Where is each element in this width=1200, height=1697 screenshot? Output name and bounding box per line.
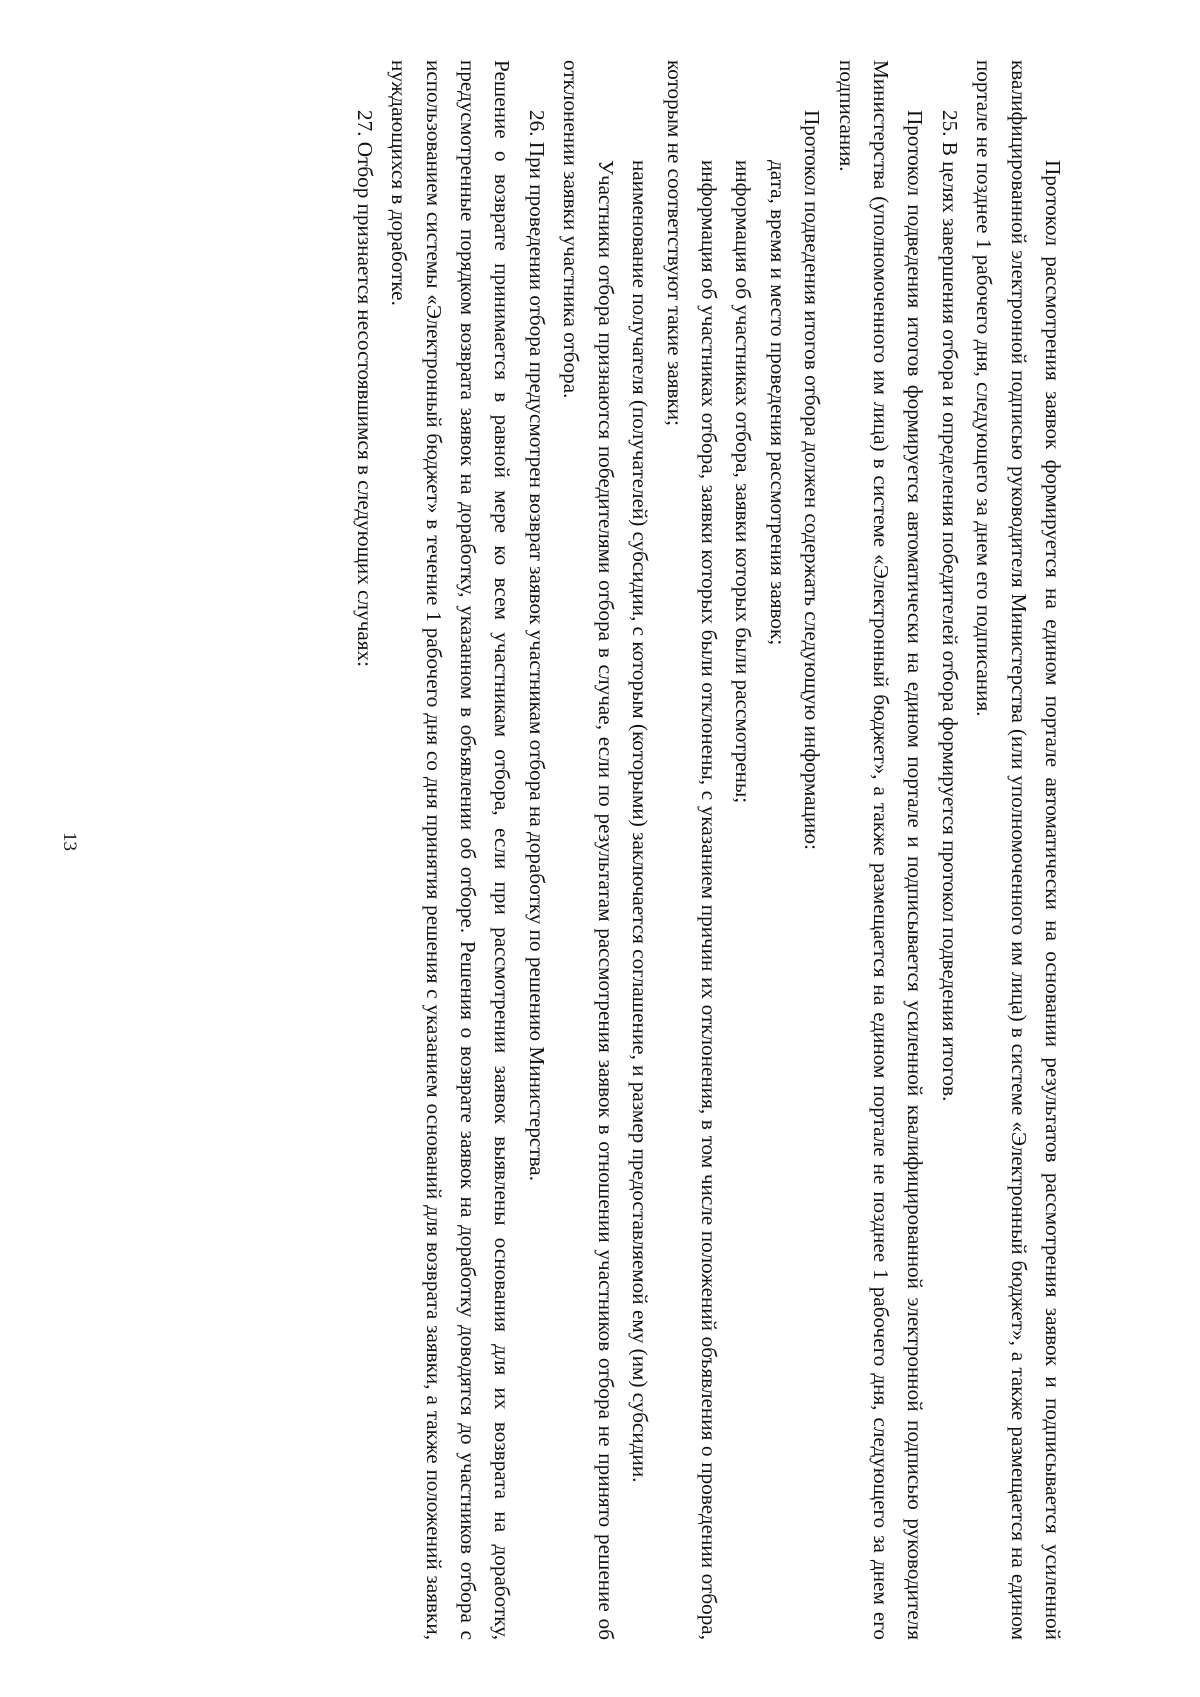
paragraph-protocol-contents: Протокол подведения итогов отбора должен содержать следующую информацию: — [800, 110, 825, 851]
paragraph-26: 26. При проведении отбора предусмотрен возврат заявок участникам отбора на доработку по решению Министерства. — [524, 110, 549, 1182]
paragraph-protocol-review: Протокол рассмотрения заявок формируется на едином портале автоматически на основании результатов рассмотрения заявок и подписывается усиленной квалифицированной электронной подписью руководителя Министерства (или уполномоченного им лица) в системе «Электронный бюджет», а также размещается на едином портале не позднее 1 рабочего дня, следующего за днем его подписания. — [972, 60, 1065, 1640]
list-item-reviewed: информация об участниках отбора, заявки которых были рассмотрены; — [731, 160, 756, 804]
document-body — [347, 60, 1070, 1640]
paragraph-protocol-summary: Протокол подведения итогов формируется автоматически на едином портале и подписывается усиленной квалифицированной электронной подписью руководителя Министерства (уполномоченного им лица) в системе «Электронный бюджет», а также размещается на едином портале не позднее 1 рабочего дня, следующего за днем его подписания. — [834, 60, 928, 1640]
list-item-rejected: информация об участниках отбора, заявки которых были отклонены, с указанием причин их отклонения, в том числе положений объявления о проведении отбора, которым не соответствуют такие заявки; — [662, 60, 721, 1640]
list-item-recipient: наименование получателя (получателей) субсидии, с которым (которыми) заключается соглашение, и размер предоставляемой ему (им) субсидии. — [628, 160, 653, 1483]
list-item-date: дата, время и место проведения рассмотрения заявок; — [765, 160, 790, 646]
page-number: 13 — [59, 832, 80, 851]
paragraph-27: 27. Отбор признается несостоявшимся в следующих случаях: — [352, 110, 377, 667]
paragraph-return-decision: Решение о возврате принимается в равной мере ко всем участникам отбора, если при рассмотрении заявок выявлены основания для их возврата на доработку, предусмотренные порядком возврата заявок на доработку, указанном в объявлении об отборе. Решения о возврате заявок на доработку доводятся до участников отбора с использованием системы «Электронный бюджет» в течение 1 рабочего дня со дня принятия решения с указанием оснований для возврата заявки, а также положений заявки, нуждающихся в доработке. — [387, 60, 515, 1640]
paragraph-winners: Участники отбора признаются победителями отбора в случае, если по результатам рассмотрения заявок в отношении участников отбора не принято решение об отклонении заявки участника отбора. — [559, 60, 618, 1640]
paragraph-25: 25. В целях завершения отбора и определения победителей отбора формируется протокол подведения итогов. — [937, 110, 962, 1102]
